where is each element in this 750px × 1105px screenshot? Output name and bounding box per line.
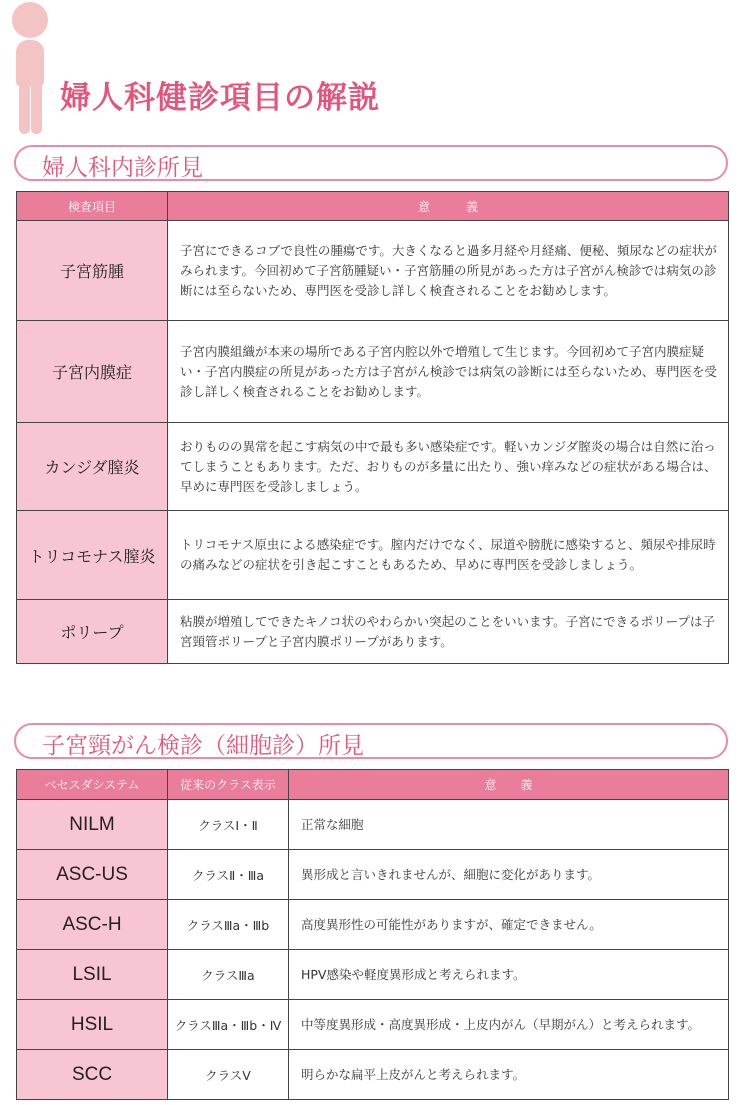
term-cell: 子宮筋腫 <box>17 221 168 321</box>
table-row <box>17 1050 729 1100</box>
page-title: 婦人科健診項目の解説 <box>60 80 380 116</box>
class-cell: クラスⅢa・Ⅲb・Ⅳ <box>168 1000 289 1050</box>
section-heading-label: 婦人科内診所見 <box>42 155 203 181</box>
table-row <box>17 423 729 511</box>
section-heading-cervical-cytology <box>14 723 728 759</box>
description-cell: 子宮にできるコブで良性の腫瘍です。大きくなると過多月経や月経痛、便秘、頻尿などの症状がみられます。今回初めて子宮筋腫疑い・子宮筋腫の所見があった方は子宮がん検診では病気の診断には至らないため、専門医を受診し詳しく検査されることをお勧めします。 <box>168 221 729 321</box>
header-meaning: 意 義 <box>289 770 729 800</box>
header-meaning: 意 義 <box>168 192 729 221</box>
description-cell: 明らかな扁平上皮がんと考えられます。 <box>289 1050 729 1100</box>
table-row <box>17 900 729 950</box>
table-header-row <box>17 192 729 221</box>
description-cell: 異形成と言いきれませんが、細胞に変化があります。 <box>289 850 729 900</box>
figure-body <box>16 40 44 86</box>
term-cell: 子宮内膜症 <box>17 321 168 423</box>
table-row <box>17 950 729 1000</box>
bethesda-cell: HSIL <box>17 1000 168 1050</box>
bethesda-cell: ASC-H <box>17 900 168 950</box>
description-cell: トリコモナス原虫による感染症です。膣内だけでなく、尿道や膀胱に感染すると、頻尿や排尿時の痛みなどの症状を引き起こすこともあるため、早めに専門医を受診しましょう。 <box>168 511 729 600</box>
term-cell: トリコモナス膣炎 <box>17 511 168 600</box>
description-cell: 高度異形性の可能性がありますが、確定できません。 <box>289 900 729 950</box>
class-cell: クラスⅠ・Ⅱ <box>168 800 289 850</box>
table-row <box>17 850 729 900</box>
table-header-row <box>17 770 729 800</box>
header-class: 従来のクラス表示 <box>168 770 289 800</box>
class-cell: クラスⅢa・Ⅲb <box>168 900 289 950</box>
header-item: 検査項目 <box>17 192 168 221</box>
figure-leg-right <box>31 84 42 134</box>
class-cell: クラスⅡ・Ⅲa <box>168 850 289 900</box>
table-row <box>17 321 729 423</box>
term-cell: カンジダ膣炎 <box>17 423 168 511</box>
description-cell: 正常な細胞 <box>289 800 729 850</box>
bethesda-cell: ASC-US <box>17 850 168 900</box>
table-row <box>17 221 729 321</box>
bethesda-cell: NILM <box>17 800 168 850</box>
table-row <box>17 511 729 600</box>
description-cell: おりものの異常を起こす病気の中で最も多い感染症です。軽いカンジダ膣炎の場合は自然に治ってしまうこともあります。ただ、おりものが多量に出たり、強い痒みなどの症状がある場合は、早めに専門医を受診しましょう。 <box>168 423 729 511</box>
table-row <box>17 600 729 664</box>
description-cell: 子宮内膜組織が本来の場所である子宮内腔以外で増殖して生じます。今回初めて子宮内膜症疑い・子宮内膜症の所見があった方は子宮がん検診では病気の診断には至らないため、専門医を受診し詳しく検査されることをお勧めします。 <box>168 321 729 423</box>
class-cell: クラスⅢa <box>168 950 289 1000</box>
bethesda-cell: LSIL <box>17 950 168 1000</box>
description-cell: 中等度異形成・高度異形成・上皮内がん（早期がん）と考えられます。 <box>289 1000 729 1050</box>
class-cell: クラスⅤ <box>168 1050 289 1100</box>
table-row <box>17 800 729 850</box>
description-cell: HPV感染や軽度異形成と考えられます。 <box>289 950 729 1000</box>
gynecology-findings-table <box>16 191 729 664</box>
section-heading-label: 子宮頸がん検診（細胞診）所見 <box>42 733 364 759</box>
header-bethesda: ベセスダシステム <box>17 770 168 800</box>
figure-leg-left <box>19 84 30 134</box>
section-heading-gynecology <box>14 145 728 181</box>
description-cell: 粘膜が増殖してできたキノコ状のやわらかい突起のことをいいます。子宮にできるポリープは子宮頸管ポリープと子宮内膜ポリープがあります。 <box>168 600 729 664</box>
bethesda-cell: SCC <box>17 1050 168 1100</box>
table-row <box>17 1000 729 1050</box>
woman-figure-icon <box>8 0 52 136</box>
figure-head <box>12 2 48 38</box>
term-cell: ポリープ <box>17 600 168 664</box>
cervical-cytology-table <box>16 769 729 1100</box>
